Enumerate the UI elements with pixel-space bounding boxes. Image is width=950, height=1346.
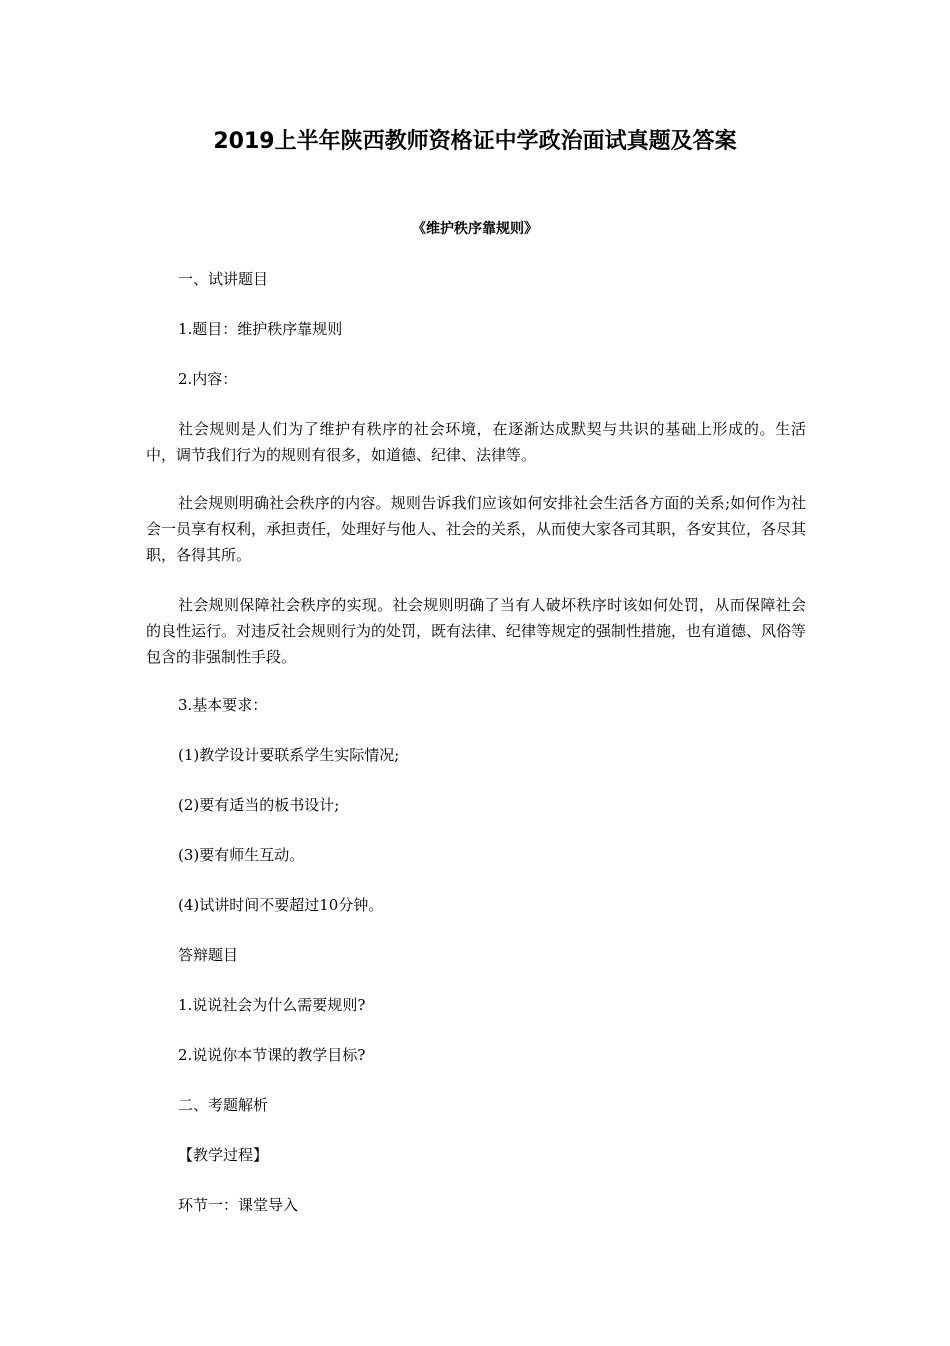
requirement-2: (2)要有适当的板书设计; xyxy=(178,796,340,814)
defense-heading: 答辩题目 xyxy=(178,946,239,964)
step-1-heading: 环节一：课堂导入 xyxy=(178,1196,299,1214)
requirement-1: (1)教学设计要联系学生实际情况; xyxy=(178,746,400,764)
content-paragraph-1: 社会规则是人们为了维护有秩序的社会环境，在逐渐达成默契与共识的基础上形成的。生活中，调节我们行为的规则有很多，如道德、纪律、法律等。 xyxy=(146,420,806,464)
section-heading-trial-lecture: 一、试讲题目 xyxy=(178,270,269,288)
requirements-item: 3.基本要求： xyxy=(178,696,268,714)
content-paragraph-2: 社会规则明确社会秩序的内容。规则告诉我们应该如何安排社会生活各方面的关系;如何作为社会一员享有权利，承担责任，处理好与他人、社会的关系，从而使大家各司其职，各安其位，各尽其职，各得其所。 xyxy=(146,494,807,564)
section-heading-analysis: 二、考题解析 xyxy=(178,1096,269,1114)
teaching-process-heading: 【教学过程】 xyxy=(178,1146,269,1164)
content-paragraph-3: 社会规则保障社会秩序的实现。社会规则明确了当有人破坏秩序时该如何处罚，从而保障社会的良性运行。对违反社会规则行为的处罚，既有法律、纪律等规定的强制性措施，也有道德、风俗等包含的非强制性手段。 xyxy=(146,596,807,666)
defense-question-1: 1.说说社会为什么需要规则? xyxy=(178,996,366,1014)
topic-item: 1.题目：维护秩序靠规则 xyxy=(178,320,343,338)
requirement-3: (3)要有师生互动。 xyxy=(178,846,305,864)
requirement-4: (4)试讲时间不要超过10分钟。 xyxy=(178,896,384,914)
defense-question-2: 2.说说你本节课的教学目标? xyxy=(178,1046,366,1064)
document-title: 2019上半年陕西教师资格证中学政治面试真题及答案 xyxy=(213,129,737,154)
content-item: 2.内容： xyxy=(178,370,238,388)
lesson-subtitle: 《维护秩序靠规则》 xyxy=(412,221,538,237)
